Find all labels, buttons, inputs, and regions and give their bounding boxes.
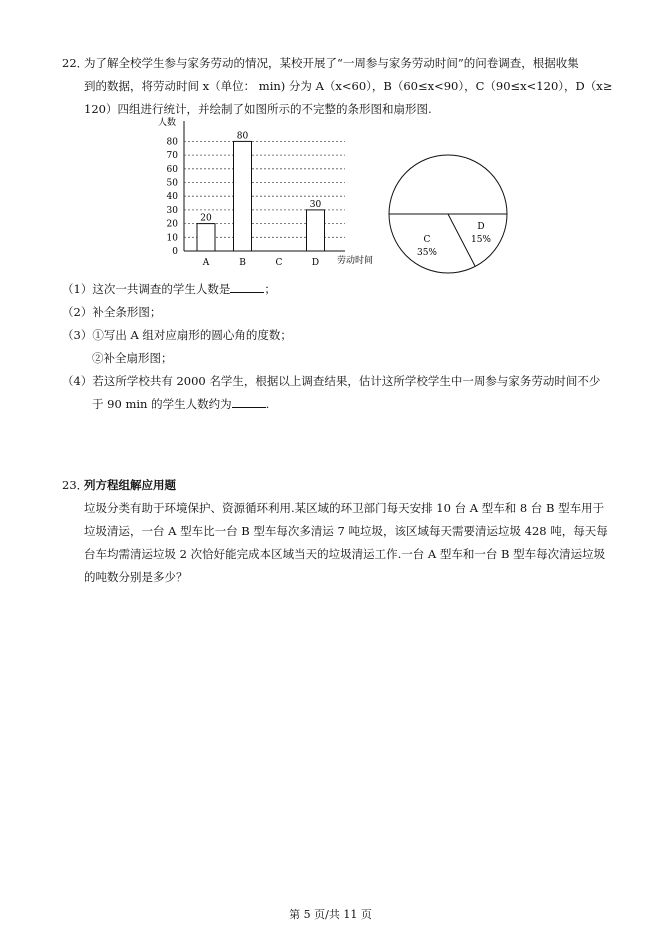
bar-value-label: 80 <box>236 131 249 142</box>
y-tick-label: 20 <box>166 219 178 230</box>
q23-number: 23． <box>62 478 89 492</box>
x-tick-label: C <box>275 258 283 268</box>
q22-text-line1: 为了解全校学生参与家务劳动的情况，某校开展了“一周参与家务劳动时间”的问卷调查，根据收集 <box>84 56 579 70</box>
bar-D <box>307 210 325 251</box>
page-footer: 第 5 页/共 11 页 <box>289 908 372 921</box>
bar-chart <box>140 113 390 273</box>
y-tick-label: 10 <box>166 233 178 244</box>
bar-A <box>197 224 215 251</box>
answer-blank-1[interactable] <box>230 280 264 293</box>
x-tick-label: B <box>239 258 246 268</box>
q22-sub3: （3）①写出 A 组对应扇形的圆心角的度数； <box>62 328 292 342</box>
q22-text-line3: 120）四组进行统计，并绘制了如图所示的不完整的条形图和扇形图. <box>84 102 432 116</box>
q22-number: 22． <box>62 56 89 70</box>
q23-text-line1: 垃圾分类有助于环境保护、资源循环利用.某区域的环卫部门每天安排 10 台 A 型车和 8 台 B 型车用于 <box>84 501 605 515</box>
q22-sub3b: ②补全扇形图； <box>92 351 173 365</box>
x-tick-label: D <box>311 258 320 268</box>
pie-slice-c-label: C <box>423 235 431 245</box>
y-tick-label: 70 <box>166 151 178 162</box>
q22-sub4b: 于 90 min 的学生人数约为 . <box>92 397 270 411</box>
q23-text-line4: 的吨数分别是多少？ <box>84 570 188 584</box>
y-tick-label: 80 <box>166 137 178 148</box>
x-tick-label: A <box>202 258 210 268</box>
pie-chart <box>385 150 515 280</box>
q22-sub4: （4）若这所学校共有 2000 名学生，根据以上调查结果，估计这所学校学生中一周参与家务劳动时间不少 <box>62 374 601 388</box>
pie-slice-c-value: 35% <box>416 248 438 258</box>
x-axis-label: 劳动时间 <box>337 256 374 266</box>
pie-slice-d-value: 15% <box>470 235 492 245</box>
pie-slice-d-label: D <box>477 222 485 232</box>
y-tick-label: 50 <box>166 178 178 189</box>
y-tick-label: 0 <box>172 247 178 257</box>
q22-sub1: （1）这次一共调查的学生人数是 ； <box>62 282 276 296</box>
answer-blank-2[interactable] <box>232 395 266 408</box>
y-axis-label: 人数 <box>158 118 177 128</box>
y-tick-label: 40 <box>166 192 178 203</box>
y-tick-label: 30 <box>166 205 178 216</box>
q23-title: 列方程组解应用题 <box>84 478 176 492</box>
q23-text-line3: 台车均需清运垃圾 2 次恰好能完成本区域当天的垃圾清运工作.一台 A 型车和一台 B 型车每次清运垃圾 <box>84 547 606 561</box>
bar-B <box>234 141 252 251</box>
y-tick-label: 60 <box>166 164 178 175</box>
bar-value-label: 20 <box>200 213 212 224</box>
bar-value-label: 30 <box>309 199 322 210</box>
q22-sub2: （2）补全条形图； <box>62 305 162 319</box>
q22-text-line2: 到的数据，将劳动时间 x（单位： min) 分为 A（x<60），B（60≤x<90），C（90≤x<120），D（x≥ <box>84 79 613 93</box>
q23-text-line2: 垃圾清运，一台 A 型车比一台 B 型车每次多清运 7 吨垃圾，该区域每天需要清运垃圾 428 吨，每天每 <box>84 524 608 538</box>
